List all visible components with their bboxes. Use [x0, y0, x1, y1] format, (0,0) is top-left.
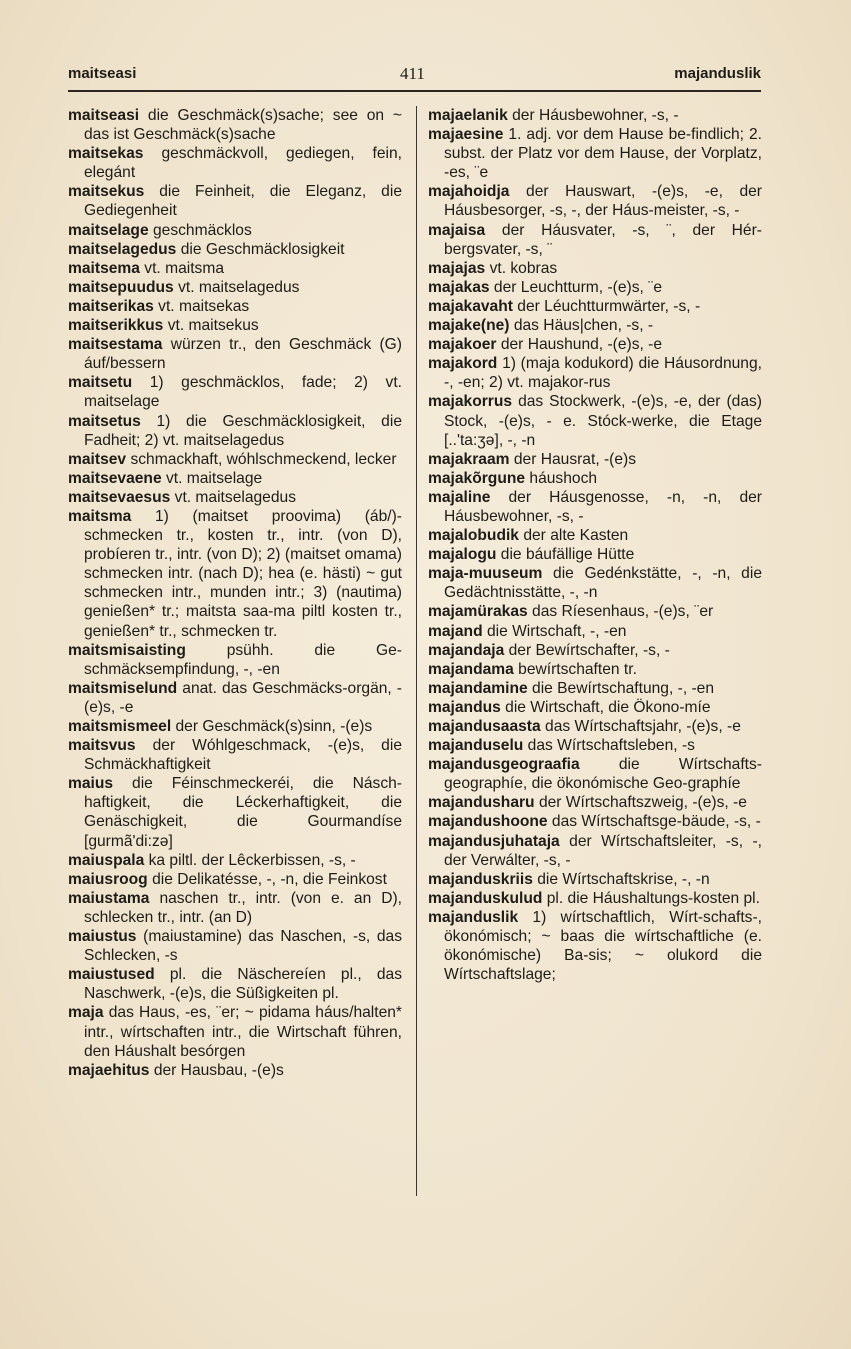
dictionary-entry: [428, 259, 762, 278]
headword: majaline: [428, 488, 491, 506]
dictionary-entry: [68, 450, 402, 469]
right-column: [428, 106, 762, 984]
headword: maitsekas: [68, 145, 144, 163]
definition: vt. maitselagedus: [178, 278, 300, 296]
headword: maitseasi: [68, 107, 140, 124]
headword: maitsmisaisting: [68, 641, 186, 659]
headword: maitsmiselund: [68, 679, 178, 697]
dictionary-entry: [428, 221, 762, 259]
headword: maitselage: [68, 221, 149, 239]
definition: das Wírtschaftsge-bäude, -s, -: [551, 813, 761, 831]
headword: majakorrus: [428, 393, 513, 411]
definition: die Féinschmeckeréi, die Násch-haftigkeit, die Léckerhaftigkeit, die Genäschigkeit, die Gourmandíse [gurmã'di:zə]: [84, 775, 402, 850]
headword: majajas: [428, 259, 486, 277]
headword: maitsetu: [68, 374, 133, 392]
definition: 1) (maja kodukord) die Háusordnung, -, -en; 2) vt. majakor-rus: [444, 355, 762, 392]
headword: maitsma: [68, 507, 132, 525]
definition: vt. maitselage: [165, 469, 263, 487]
dictionary-entry: [428, 488, 762, 526]
dictionary-entry: [428, 469, 762, 488]
page-number: 411: [400, 64, 425, 83]
headword: majahoidja: [428, 183, 510, 201]
definition: der Geschmäck(s)sinn, -(e)s: [175, 718, 373, 735]
left-column: [68, 106, 402, 1080]
dictionary-entry: [428, 526, 762, 545]
definition: die Bewírtschaftung, -, -en: [532, 679, 715, 697]
definition: 1) geschmäcklos, fade; 2) vt. maitselage: [84, 374, 402, 411]
dictionary-entry: [428, 545, 762, 564]
definition: das Ríesenhaus, -(e)s, ¨er: [532, 603, 714, 621]
definition: 1. adj. vor dem Hause be-findlich; 2. subst. der Platz vor dem Hause, der Vorplatz, -es, ¨e: [444, 126, 762, 182]
dictionary-entry: [68, 889, 402, 927]
definition: das Haus, -es, ¨er; ~ pidama háus/halten* intr., wírtschaften intr., die Wirtschaft führen, den Háushalt besórgen: [84, 1004, 402, 1060]
definition: schmackhaft, wóhlschmeckend, lecker: [130, 450, 397, 468]
headword: majakord: [428, 355, 498, 373]
definition: der alte Kasten: [523, 527, 629, 545]
headword: maitsevaesus: [68, 488, 171, 506]
definition: der Háusbewohner, -s, -: [512, 107, 679, 124]
definition: der Haushund, -(e)s, -e: [500, 336, 663, 354]
dictionary-entry: [68, 316, 402, 335]
dictionary-entry: [428, 679, 762, 698]
definition: der Bewírtschafter, -s, -: [508, 641, 670, 659]
headword: majaisa: [428, 221, 486, 239]
column-divider: [416, 106, 417, 1196]
headword: majakoer: [428, 336, 497, 354]
headword: maitsevaene: [68, 469, 162, 487]
dictionary-entry: [428, 793, 762, 812]
dictionary-entry: [68, 774, 402, 850]
definition: die Gedénkstätte, -, -n, die Gedächtnisstätte, -, -n: [444, 565, 762, 602]
headword: maitsvus: [68, 737, 136, 755]
definition: die Wírtschafts-geographíe, die ökonómische Geo-graphíe: [444, 756, 762, 793]
definition: 1) die Geschmäcklosigkeit, die Fadheit; 2) vt. maitselagedus: [84, 412, 402, 449]
definition: die Wírtschaftskrise, -, -n: [537, 870, 710, 888]
dictionary-entry: [428, 316, 762, 335]
left-guide-word: maitseasi: [68, 65, 137, 82]
definition: 1) (maitset proovima) (áb/)-schmecken tr., kosten tr., intr. (von D), probíeren tr., intr. (von D); 2) (maitset omama) schmecken intr. (nach D); hea (e. hästi) ~ gut schmecken intr., munden intr.; 3) (nautima) genießen* tr.; maitsta saa-ma piltl kosten tr., genießen* tr., schmecken tr.: [84, 507, 402, 640]
definition: vt. kobras: [489, 259, 558, 277]
headword: majanduskriis: [428, 870, 533, 888]
dictionary-entry: [68, 927, 402, 965]
headword: majandusaasta: [428, 718, 541, 735]
dictionary-entry: [428, 297, 762, 316]
dictionary-entry: [68, 717, 402, 736]
definition: psühh. die Ge-schmäcksempfindung, -, -en: [84, 641, 402, 678]
definition: das Wírtschaftsjahr, -(e)s, -e: [545, 718, 741, 735]
headword: maitserikas: [68, 297, 154, 315]
dictionary-entry: [68, 182, 402, 220]
definition: die Feinheit, die Eleganz, die Gediegenheit: [84, 183, 402, 220]
dictionary-entry: [68, 507, 402, 641]
headword: majakraam: [428, 450, 510, 468]
definition: das Wírtschaftsleben, -s: [527, 737, 695, 755]
headword: maiustama: [68, 889, 150, 907]
dictionary-entry: [68, 736, 402, 774]
dictionary-entry: [428, 660, 762, 679]
headword: majaehitus: [68, 1061, 150, 1079]
dictionary-entry: [68, 412, 402, 450]
dictionary-entry: [68, 851, 402, 870]
dictionary-entry: [428, 182, 762, 220]
headword: majaesine: [428, 126, 504, 144]
definition: die Wirtschaft, die Ökono-míe: [505, 698, 711, 716]
definition: die báufällige Hütte: [500, 546, 635, 564]
definition: der Hauswart, -(e)s, -e, der Háusbesorger, -s, -, der Háus-meister, -s, -: [444, 183, 762, 220]
headword: maitsetus: [68, 412, 141, 430]
dictionary-entry: [428, 106, 762, 125]
headword: maitsepuudus: [68, 278, 174, 296]
headword: majandusharu: [428, 794, 535, 812]
definition: anat. das Geschmäcks-orgän, -(e)s, -e: [84, 679, 403, 716]
headword: maiustus: [68, 928, 137, 946]
headword: majamürakas: [428, 603, 528, 621]
dictionary-entry: [428, 812, 762, 831]
headword: maitsmismeel: [68, 718, 172, 735]
headword: maitsema: [68, 259, 140, 277]
definition: der Wírtschaftsleiter, -s, -, der Verwálter, -s, -: [444, 832, 762, 869]
dictionary-entry: [68, 373, 402, 411]
definition: vt. maitsekus: [167, 317, 259, 335]
headword: majalobudik: [428, 527, 519, 545]
dictionary-entry: [68, 488, 402, 507]
dictionary-entry: [428, 755, 762, 793]
headword: maitselagedus: [68, 240, 177, 258]
headword: majandusgeograafia: [428, 756, 580, 774]
dictionary-entry: [68, 641, 402, 679]
dictionary-entry: [428, 450, 762, 469]
dictionary-entry: [428, 889, 762, 908]
headword: maja-muuseum: [428, 565, 543, 583]
headword: majandusjuhataja: [428, 832, 560, 850]
definition: die Geschmäck(s)sache; see on ~ das ist Geschmäck(s)sache: [84, 107, 402, 144]
dictionary-entry: [68, 965, 402, 1003]
headword: majalogu: [428, 546, 497, 564]
headword: majandamine: [428, 679, 528, 697]
headword: majakõrgune: [428, 469, 526, 487]
dictionary-entry: [68, 1061, 402, 1080]
definition: ka piltl. der Lêckerbissen, -s, -: [148, 851, 356, 869]
dictionary-entry: [428, 698, 762, 717]
right-guide-word: majanduslik: [674, 65, 761, 82]
definition: der Leuchtturm, -(e)s, ¨e: [493, 278, 663, 296]
definition: der Hausrat, -(e)s: [513, 450, 637, 468]
headword: majanduskulud: [428, 889, 543, 907]
dictionary-entry: [68, 469, 402, 488]
definition: der Hausbau, -(e)s: [153, 1061, 284, 1079]
definition: vt. maitsekas: [158, 297, 250, 315]
dictionary-entry: [428, 278, 762, 297]
definition: pl. die Háushaltungs-kosten pl.: [546, 889, 760, 907]
headword: majandus: [428, 698, 501, 716]
dictionary-entry: [428, 622, 762, 641]
definition: vt. maitsma: [144, 259, 225, 277]
headword: maitsestama: [68, 336, 163, 354]
dictionary-entry: [428, 602, 762, 621]
headword: majandaja: [428, 641, 505, 659]
headword: majake(ne): [428, 317, 510, 335]
header-rule: [68, 90, 761, 92]
dictionary-entry: [428, 908, 762, 984]
definition: das Stockwerk, -(e)s, -e, der (das) Stock, -(e)s, - e. Stóck-werke, die Etage [..'ta:ʒə], -, -n: [444, 393, 762, 449]
dictionary-entry: [68, 870, 402, 889]
dictionary-entry: [428, 832, 762, 870]
definition: pl. die Näschereíen pl., das Naschwerk, -(e)s, die Süßigkeiten pl.: [84, 966, 402, 1003]
definition: geschmäckvoll, gediegen, fein, elegánt: [84, 145, 402, 182]
headword: majakas: [428, 278, 490, 296]
headword: majaelanik: [428, 107, 508, 124]
dictionary-entry: [428, 392, 762, 449]
definition: die Delikatésse, -, -n, die Feinkost: [152, 870, 387, 888]
dictionary-entry: [428, 354, 762, 392]
headword: majandama: [428, 660, 514, 678]
definition: die Geschmäcklosigkeit: [180, 240, 345, 258]
headword: majandushoone: [428, 813, 548, 831]
definition: der Léuchtturmwärter, -s, -: [517, 297, 701, 315]
headword: majand: [428, 622, 483, 640]
definition: der Háusvater, -s, ¨, der Hér-bergsvater, -s, ¨: [444, 221, 762, 258]
headword: maiuspala: [68, 851, 145, 869]
definition: geschmäcklos: [152, 221, 252, 239]
dictionary-entry: [428, 736, 762, 755]
dictionary-entry: [428, 125, 762, 182]
definition: der Wóhlgeschmack, -(e)s, die Schmäckhaftigkeit: [84, 737, 402, 774]
headword: maitserikkus: [68, 317, 164, 335]
dictionary-entry: [428, 870, 762, 889]
dictionary-entry: [68, 259, 402, 278]
dictionary-entry: [68, 679, 402, 717]
dictionary-entry: [68, 335, 402, 373]
definition: (maiustamine) das Naschen, -s, das Schlecken, -s: [84, 928, 402, 965]
definition: das Häus|chen, -s, -: [513, 317, 654, 335]
headword: maiusroog: [68, 870, 148, 888]
headword: maiustused: [68, 966, 155, 984]
headword: majakavaht: [428, 297, 513, 315]
headword: maius: [68, 775, 114, 793]
definition: der Wírtschaftszweig, -(e)s, -e: [538, 794, 747, 812]
dictionary-entry: [68, 297, 402, 316]
dictionary-entry: [428, 641, 762, 660]
dictionary-entry: [68, 1003, 402, 1060]
definition: vt. maitselagedus: [174, 488, 296, 506]
dictionary-entry: [68, 278, 402, 297]
dictionary-entry: [68, 221, 402, 240]
definition: bewírtschaften tr.: [518, 660, 637, 678]
dictionary-entry: [428, 335, 762, 354]
definition: der Háusgenosse, -n, -n, der Háusbewohner, -s, -: [444, 488, 762, 525]
headword: maitsev: [68, 450, 127, 468]
headword: maja: [68, 1004, 104, 1022]
headword: maitsekus: [68, 183, 145, 201]
dictionary-entry: [428, 564, 762, 602]
dictionary-entry: [68, 106, 402, 144]
dictionary-entry: [68, 144, 402, 182]
page-header: [68, 62, 761, 86]
definition: würzen tr., den Geschmäck (G) áuf/bessern: [84, 336, 402, 373]
definition: naschen tr., intr. (von e. an D), schlecken tr., intr. (an D): [84, 889, 402, 926]
headword: majanduslik: [428, 908, 519, 926]
definition: 1) wírtschaftlich, Wírt-schafts-, ökonómisch; ~ baas die wírtschaftliche (e. ökonómische) Ba-sis; ~ olukord die Wírtschaftslage;: [444, 908, 762, 984]
definition: háushoch: [529, 469, 598, 487]
dictionary-entry: [428, 717, 762, 736]
dictionary-entry: [68, 240, 402, 259]
definition: die Wirtschaft, -, -en: [486, 622, 627, 640]
headword: majanduselu: [428, 737, 524, 755]
